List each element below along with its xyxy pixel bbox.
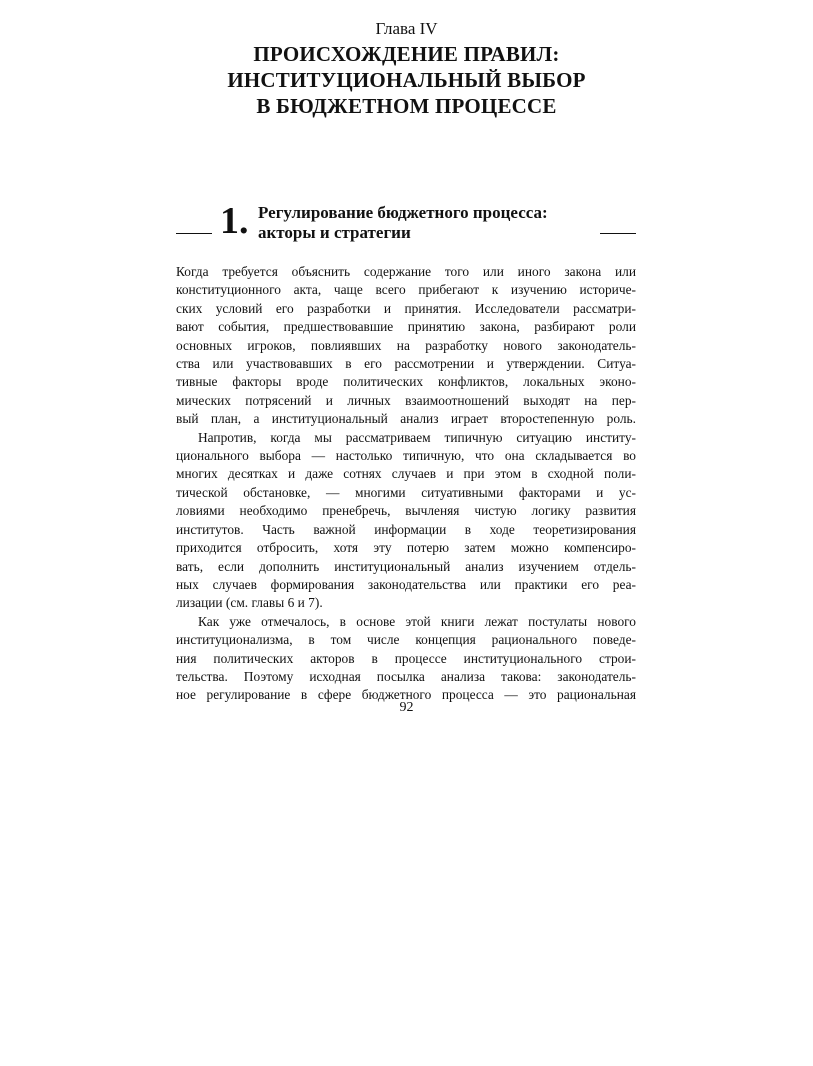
text-line: ных случаев формирования законодательства или практики его реа- bbox=[176, 576, 636, 592]
chapter-title bbox=[0, 41, 813, 119]
chapter-label: Глава IV bbox=[375, 19, 438, 38]
body-text bbox=[176, 263, 636, 705]
text-line: лизации (см. главы 6 и 7). bbox=[176, 595, 323, 611]
paragraph bbox=[176, 429, 636, 613]
text-line: ских условий его разработки и принятия. Исследователи рассматри- bbox=[176, 300, 636, 316]
chapter-title-line: ПРОИСХОЖДЕНИЕ ПРАВИЛ: bbox=[253, 42, 560, 66]
paragraph bbox=[176, 263, 636, 429]
chapter-title-line: В БЮДЖЕТНОМ ПРОЦЕССЕ bbox=[256, 94, 557, 118]
text-line: мических потрясений и личных взаимоотношений выходят на пер- bbox=[176, 392, 636, 408]
text-line: Напротив, когда мы рассматриваем типичную ситуацию институ- bbox=[198, 429, 636, 445]
text-line: тивные факторы вроде политических конфликтов, локальных эконо- bbox=[176, 374, 636, 390]
text-line: ства или участвовавших в его рассмотрении и утверждении. Ситуа- bbox=[176, 356, 636, 372]
heading-rule-right bbox=[600, 233, 636, 234]
text-line: ния политических акторов в процессе институционального строи- bbox=[176, 650, 636, 666]
text-line: институтов. Часть важной информации в ходе теоретизирования bbox=[176, 521, 636, 537]
text-line: основных игроков, повлиявших на разработку нового законодатель- bbox=[176, 337, 636, 353]
text-line: конституционного акта, чаще всего прибегают к изучению историче- bbox=[176, 282, 636, 298]
section-heading bbox=[176, 200, 636, 243]
paragraph bbox=[176, 613, 636, 705]
chapter-title-line: ИНСТИТУЦИОНАЛЬНЫЙ ВЫБОР bbox=[227, 68, 586, 92]
text-line: ное регулирование в сфере бюджетного процесса — это рациональная bbox=[176, 687, 636, 703]
section-number: 1. bbox=[220, 200, 249, 242]
section-title bbox=[258, 203, 548, 243]
text-line: ционального выбора — настолько типичную, что она складывается во bbox=[176, 448, 636, 464]
heading-rule-left bbox=[176, 233, 212, 234]
text-line: приходится отбросить, хотя эту потерю затем можно компенсиро- bbox=[176, 540, 636, 556]
text-line: Когда требуется объяснить содержание того или иного закона или bbox=[176, 264, 636, 279]
text-line: институционализма, в том числе концепция рационального поведе- bbox=[176, 632, 636, 648]
section-title-line: акторы и стратегии bbox=[258, 223, 411, 242]
text-line: многих десятках и даже сотнях случаев и при этом в сходной поли- bbox=[176, 466, 636, 482]
section-title-line: Регулирование бюджетного процесса: bbox=[258, 203, 548, 222]
text-line: тической обстановке, — многими ситуативными факторами и ус- bbox=[176, 484, 636, 500]
text-line: ловиями необходимо пренебречь, вычленяя чистую логику развития bbox=[176, 503, 636, 519]
page-number: 92 bbox=[399, 700, 414, 715]
text-line: тельства. Поэтому исходная посылка анализа такова: законодатель- bbox=[176, 668, 636, 684]
text-line: Как уже отмечалось, в основе этой книги лежат постулаты нового bbox=[198, 613, 636, 629]
text-line: вать, если дополнить институциональный анализ изучением отдель- bbox=[176, 558, 636, 574]
text-line: вый план, а институциональный анализ играет второстепенную роль. bbox=[176, 411, 636, 427]
text-line: вают события, предшествовавшие принятию закона, разбирают роли bbox=[176, 319, 636, 335]
